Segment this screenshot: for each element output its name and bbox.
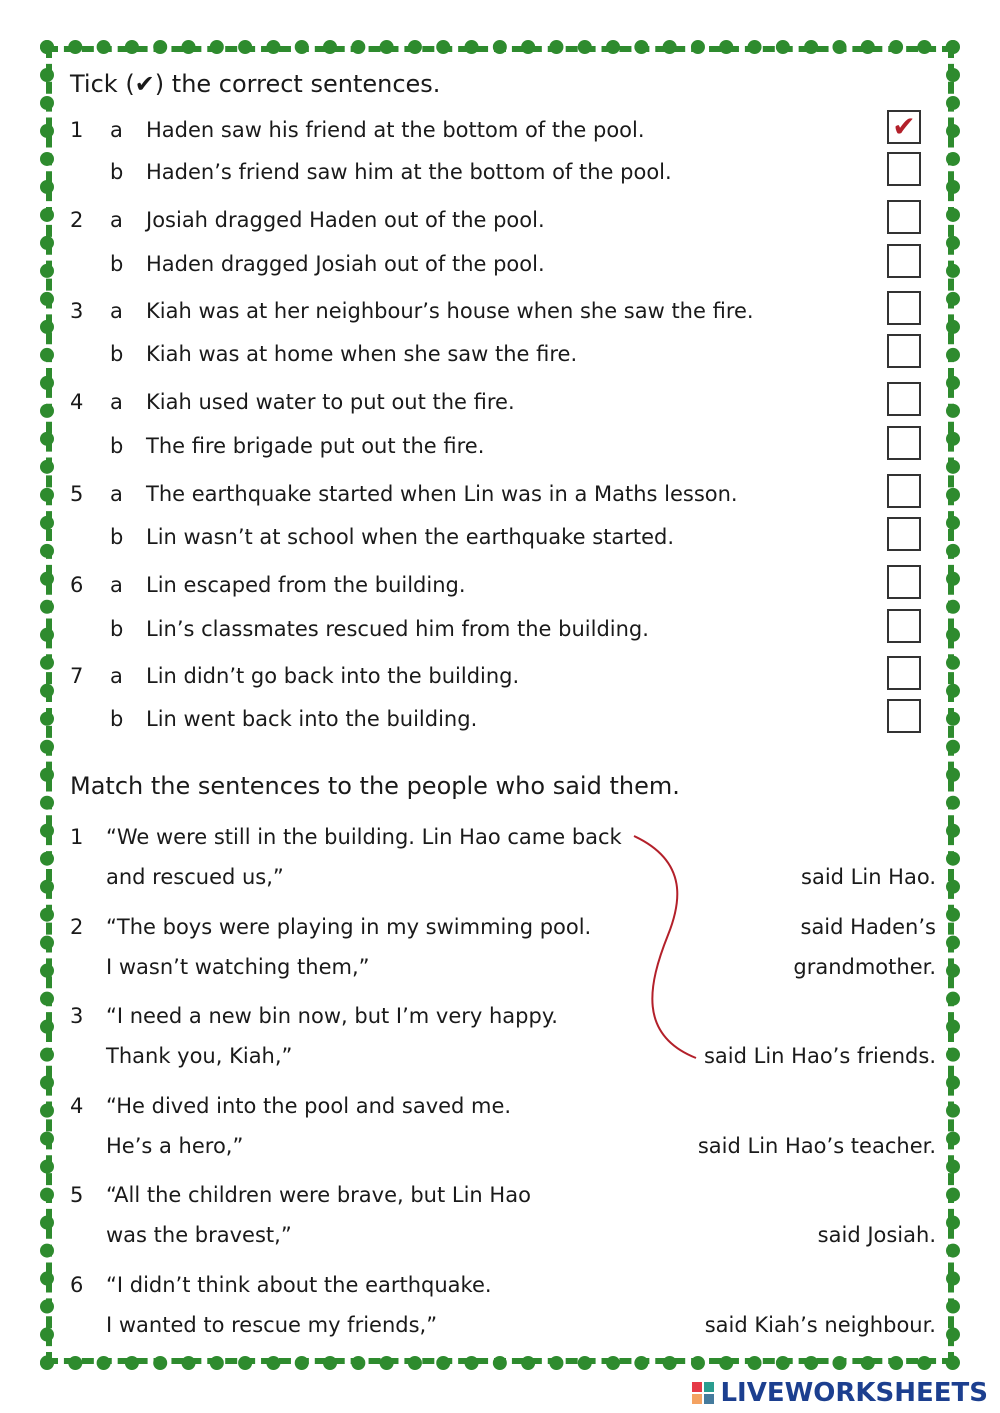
item-letter: b — [110, 525, 124, 549]
quote-number: 6 — [70, 1273, 84, 1297]
item-number: 2 — [70, 208, 84, 232]
tick-item — [0, 390, 1000, 430]
item-letter: a — [110, 118, 123, 142]
item-sentence: Lin wasn’t at school when the earthquake started. — [146, 525, 675, 549]
quote-number: 4 — [70, 1094, 84, 1118]
item-sentence: Lin went back into the building. — [146, 707, 478, 731]
tick-checkbox[interactable] — [887, 565, 921, 599]
tick-checkbox[interactable] — [887, 609, 921, 643]
item-number: 1 — [70, 118, 84, 142]
tick-item — [0, 525, 1000, 565]
item-letter: a — [110, 390, 123, 414]
item-sentence: Lin’s classmates rescued him from the building. — [146, 617, 649, 641]
item-number: 4 — [70, 390, 84, 414]
item-sentence: Kiah used water to put out the fire. — [146, 390, 515, 414]
tick-item — [0, 707, 1000, 747]
tick-item — [0, 342, 1000, 382]
quote-number: 2 — [70, 915, 84, 939]
quote-line-2: He’s a hero,” — [106, 1134, 244, 1158]
tick-item — [0, 434, 1000, 474]
tick-item — [0, 573, 1000, 613]
item-letter: a — [110, 208, 123, 232]
item-sentence: The earthquake started when Lin was in a Maths lesson. — [146, 482, 738, 506]
item-letter: b — [110, 160, 124, 184]
quote-line-2: I wanted to rescue my friends,” — [106, 1313, 438, 1337]
quote-number: 1 — [70, 825, 84, 849]
item-sentence: Haden’s friend saw him at the bottom of the pool. — [146, 160, 672, 184]
item-number: 6 — [70, 573, 84, 597]
item-sentence: The fire brigade put out the fire. — [146, 434, 485, 458]
speaker-label-line-2[interactable]: grandmother. — [793, 955, 936, 979]
tick-item — [0, 664, 1000, 704]
quote-line-2: was the bravest,” — [106, 1223, 292, 1247]
item-sentence: Haden dragged Josiah out of the pool. — [146, 252, 545, 276]
liveworksheets-brand[interactable] — [692, 1378, 988, 1408]
quote-number: 3 — [70, 1004, 84, 1028]
speaker-label[interactable]: said Lin Hao’s friends. — [703, 1044, 936, 1068]
item-sentence: Lin escaped from the building. — [146, 573, 466, 597]
tick-checkbox[interactable] — [887, 291, 921, 325]
speaker-label[interactable]: said Kiah’s neighbour. — [704, 1313, 936, 1337]
item-letter: b — [110, 617, 124, 641]
item-number: 7 — [70, 664, 84, 688]
item-number: 5 — [70, 482, 84, 506]
item-letter: a — [110, 664, 123, 688]
tick-item — [0, 110, 1000, 158]
tick-checkbox[interactable] — [887, 699, 921, 733]
item-letter: a — [110, 573, 123, 597]
quote-number: 5 — [70, 1183, 84, 1207]
quote-line-1: “All the children were brave, but Lin Hao — [106, 1183, 531, 1207]
quote-line-1: “I didn’t think about the earthquake. — [106, 1273, 492, 1297]
quote-line-1: “We were still in the building. Lin Hao came back — [106, 825, 622, 849]
speaker-label[interactable]: said Haden’s — [800, 915, 936, 939]
item-letter: b — [110, 707, 124, 731]
tick-checkbox[interactable] — [887, 656, 921, 690]
tick-checkbox[interactable] — [887, 200, 921, 234]
quote-line-1: “I need a new bin now, but I’m very happy. — [106, 1004, 558, 1028]
item-sentence: Kiah was at her neighbour’s house when she saw the fire. — [146, 299, 754, 323]
quote-line-2: I wasn’t watching them,” — [106, 955, 370, 979]
quote-line-1: “He dived into the pool and saved me. — [106, 1094, 512, 1118]
tick-item — [0, 482, 1000, 522]
item-sentence: Haden saw his friend at the bottom of the pool. — [146, 118, 645, 142]
tick-item — [0, 208, 1000, 248]
tick-item — [0, 160, 1000, 200]
tick-item — [0, 617, 1000, 657]
item-letter: b — [110, 434, 124, 458]
tick-checkbox[interactable] — [887, 110, 921, 144]
speaker-label[interactable]: said Josiah. — [817, 1223, 936, 1247]
tick-checkbox[interactable] — [887, 517, 921, 551]
tick-item — [0, 252, 1000, 292]
tick-item — [0, 299, 1000, 339]
tick-checkbox[interactable] — [887, 426, 921, 460]
tick-checkbox[interactable] — [887, 334, 921, 368]
section2-heading: Match the sentences to the people who said them. — [70, 772, 680, 800]
speaker-label[interactable]: said Lin Hao. — [801, 865, 936, 889]
quote-line-1: “The boys were playing in my swimming pool. — [106, 915, 592, 939]
brand-name: LIVEWORKSHEETS — [720, 1378, 988, 1408]
item-sentence: Josiah dragged Haden out of the pool. — [146, 208, 545, 232]
item-letter: a — [110, 482, 123, 506]
item-sentence: Lin didn’t go back into the building. — [146, 664, 520, 688]
tick-checkbox[interactable] — [887, 382, 921, 416]
tick-checkbox[interactable] — [887, 244, 921, 278]
quote-line-2: Thank you, Kiah,” — [106, 1044, 293, 1068]
item-number: 3 — [70, 299, 84, 323]
section1-heading: Tick (✔) the correct sentences. — [70, 70, 441, 98]
quote-line-2: and rescued us,” — [106, 865, 284, 889]
tick-checkbox[interactable] — [887, 152, 921, 186]
item-letter: b — [110, 252, 124, 276]
speaker-label[interactable]: said Lin Hao’s teacher. — [697, 1134, 936, 1158]
tick-checkbox[interactable] — [887, 474, 921, 508]
tick-mark-icon: ✔ — [892, 110, 916, 143]
liveworksheets-logo — [692, 1382, 714, 1404]
item-letter: a — [110, 299, 123, 323]
item-sentence: Kiah was at home when she saw the fire. — [146, 342, 578, 366]
item-letter: b — [110, 342, 124, 366]
